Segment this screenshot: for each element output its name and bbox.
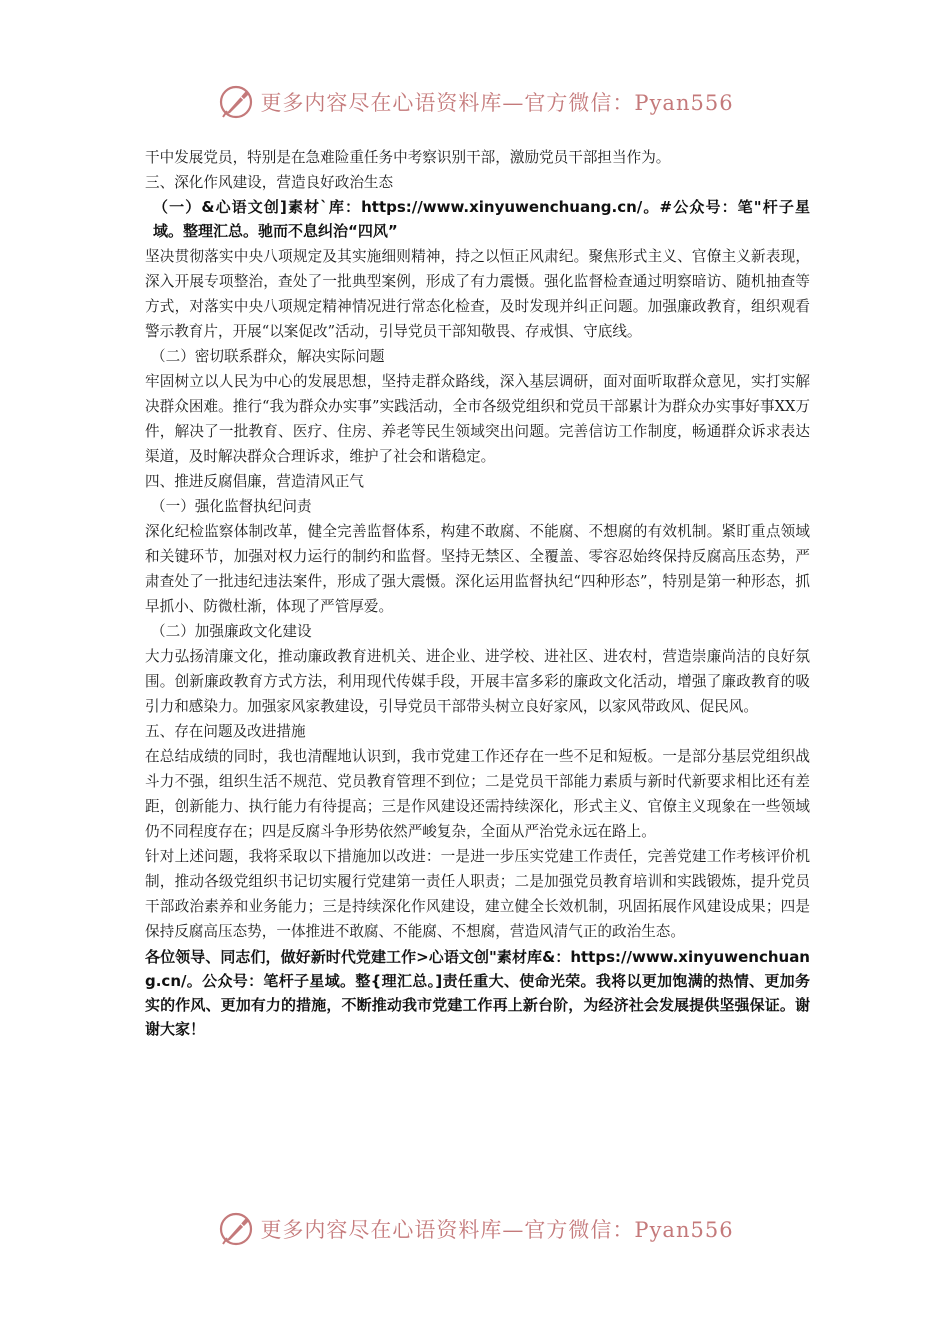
paragraph: 干中发展党员，特别是在急难险重任务中考察识别干部，激励党员干部担当作为。: [145, 149, 671, 166]
paragraph: 深化纪检监察体制改革，健全完善监督体系，构建不敢腐、不能腐、不想腐的有效机制。紧盯重点领域和关键环节，加强对权力运行的制约和监督。坚持无禁区、全覆盖、零容忍始终保持反腐高压态势，严肃查处了一批违纪违法案件，形成了强大震慑。深化运用监督执纪“四种形态”，特别是第一种形态，抓早抓小、防微杜渐，体现了严管厚爱。: [145, 523, 810, 615]
subsection-heading: （二）加强廉政文化建设: [151, 623, 312, 640]
paragraph: 在总结成绩的同时，我也清醒地认识到，我市党建工作还存在一些不足和短板。一是部分基层党组织战斗力不强，组织生活不规范、党员教育管理不到位；二是党员干部能力素质与新时代新要求相比还有差距，创新能力、执行能力有待提高；三是作风建设还需持续深化，形式主义、官僚主义现象在一些领域仍不同程度存在；四是反腐斗争形势依然严峻复杂，全面从严治党永远在路上。: [145, 748, 810, 840]
watermark-text: 更多内容尽在心语资料库—官方微信：Pyan556: [260, 1218, 734, 1242]
quill-logo-icon: [216, 1209, 256, 1249]
paragraph: 针对上述问题，我将采取以下措施加以改进：一是进一步压实党建工作责任，完善党建工作考核评价机制，推动各级党组织书记切实履行党建第一责任人职责；二是加强党员教育培训和实践锻炼，提升党员干部政治素养和业务能力；三是持续深化作风建设，建立健全长效机制，巩固拓展作风建设成果；四是保持反腐高压态势，一体推进不敢腐、不能腐、不想腐，营造风清气正的政治生态。: [145, 848, 810, 940]
section-heading: 五、存在问题及改进措施: [145, 723, 306, 740]
subsection-heading: （一）强化监督执纪问责: [151, 498, 312, 515]
paragraph: 牢固树立以人民为中心的发展思想，坚持走群众路线，深入基层调研，面对面听取群众意见，实打实解决群众困难。推行“我为群众办实事”实践活动，全市各级党组织和党员干部累计为群众办实事好事XX万件，解决了一批教育、医疗、住房、养老等民生领域突出问题。完善信访工作制度，畅通群众诉求表达渠道，及时解决群众合理诉求，维护了社会和谐稳定。: [145, 373, 810, 465]
section-heading: 四、推进反腐倡廉，营造清风正气: [145, 473, 364, 490]
watermark-text: 更多内容尽在心语资料库—官方微信：Pyan556: [260, 91, 734, 115]
quill-logo-icon: [216, 82, 256, 122]
footer-watermark-banner: [0, 1209, 950, 1249]
document-body: [145, 145, 810, 1041]
closing-paragraph-bold: 各位领导、同志们，做好新时代党建工作>心语文创"素材库&：https://www.xinyuwenchuang.cn/。公众号：笔杆子星域。整{理汇总。]责任重大、使命光荣。我将以更加饱满的热情、更加务实的作风、更加有力的措施，不断推动我市党建工作再上新台阶，为经济社会发展提供坚强保证。谢谢大家！: [145, 948, 810, 1038]
paragraph: 坚决贯彻落实中央八项规定及其实施细则精神，持之以恒正风肃纪。聚焦形式主义、官僚主义新表现，深入开展专项整治，查处了一批典型案例，形成了有力震慑。强化监督检查通过明察暗访、随机抽查等方式，对落实中央八项规定精神情况进行常态化检查，及时发现并纠正问题。加强廉政教育，组织观看警示教育片，开展“以案促改”活动，引导党员干部知敬畏、存戒惧、守底线。: [145, 248, 810, 340]
subsection-heading: （二）密切联系群众，解决实际问题: [151, 348, 385, 365]
subsection-heading-bold: （一）&心语文创]素材`库：https://www.xinyuwenchuang.cn/。#公众号：笔"杆子星域。整理汇总。驰而不息纠治“四风”: [153, 198, 810, 240]
section-heading: 三、深化作风建设，营造良好政治生态: [145, 174, 394, 191]
header-watermark-banner: [0, 82, 950, 122]
paragraph: 大力弘扬清廉文化，推动廉政教育进机关、进企业、进学校、进社区、进农村，营造崇廉尚洁的良好氛围。创新廉政教育方式方法，利用现代传媒手段，开展丰富多彩的廉政文化活动，增强了廉政教育的吸引力和感染力。加强家风家教建设，引导党员干部带头树立良好家风，以家风带政风、促民风。: [145, 648, 810, 715]
